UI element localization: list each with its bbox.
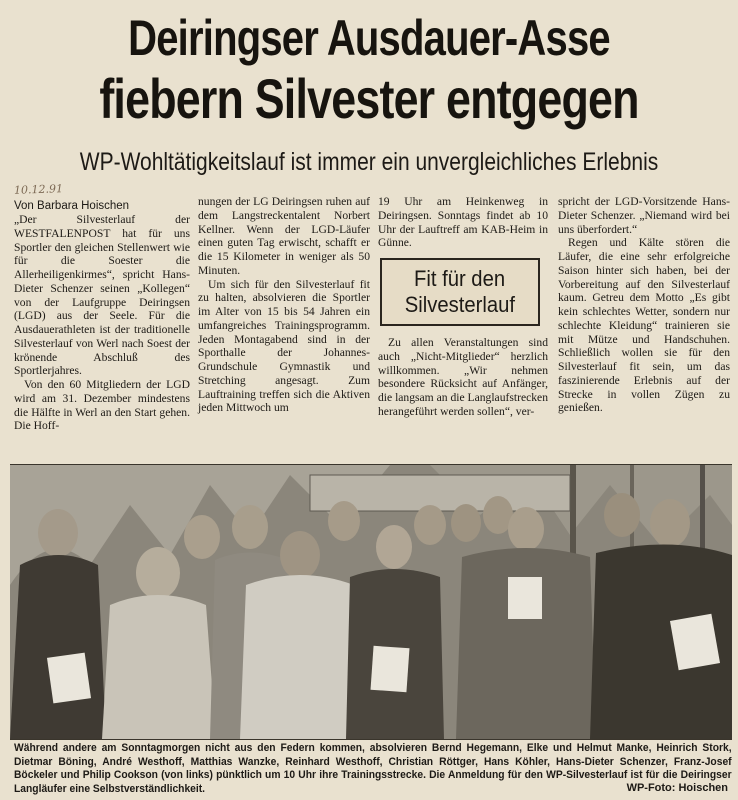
info-box-line-2: Silvesterlauf [404,292,516,317]
group-photo [10,464,732,740]
group-photo-illustration [10,465,732,739]
paragraph: Von den 60 Mitgliedern der LGD wird am 31. Dezember mindestens die Hälfte in Werl an den Start gehen. Die Hoff- [14,378,190,433]
article-column-2 [198,195,370,415]
paragraph: spricht der LGD-Vorsitzende Hans-Dieter Schenzer. „Niemand wird bei uns überfordert.“ [558,195,730,236]
headline-line-2: fiebern Silvester entgegen [99,67,639,130]
headline-line-1: Deiringser Ausdauer-Asse [128,10,610,66]
article-column-1 [14,213,190,433]
paragraph: 19 Uhr am Heinkenweg in Deiringsen. Sonntags findet ab 10 Uhr der Lauftreff am KAB-Heim in Günne. [378,195,548,250]
paragraph: nungen der LG Deiringsen ruhen auf dem Langstreckentalent Norbert Kellner. Wenn der LGD-Läufer einen guten Tag erwischt, schafft er die 15 Kilometer in weniger als 50 Minuten. [198,195,370,277]
handwritten-date: 10.12.91 [13,182,64,197]
info-box-line-1: Fit für den [414,266,506,291]
article-column-4 [558,195,730,415]
paragraph: „Der Silvesterlauf der WESTFALENPOST hat für uns Sportler den gleichen Stellenwert wie für die Soester die Allerheiligenkirmes“, spricht Hans-Dieter Schenzer seinen „Kollegen“ von der Laufgruppe Deiringsen (LGD) aus der Seele. Für die Ausdauerathleten ist der traditionelle Silvesterlauf von Werl nach Soest der krönende Abschluß des Sportlerjahres. [14,213,190,378]
subheadline: WP-Wohltätigkeitslauf ist immer ein unvergleichliches Erlebnis [79,148,659,176]
article-column-3 [378,195,548,419]
paragraph: Zu allen Veranstaltungen sind auch „Nicht-Mitglieder“ herzlich willkommen. „Wir nehmen besondere Rücksicht auf Anfänger, die langsam an die Langlaufstrecken herangeführt werden sollen“, ver- [378,336,548,418]
photo-caption: Während andere am Sonntagmorgen nicht aus den Federn kommen, absolvieren Bernd Hegemann, Elke und Helmut Manke, Heinrich Stork, Dietmar Böning, André Westhoff, Matthias Wanzke, Reinhard Westhoff, Christian Röttger, Hans Köhler, Hans-Dieter Schenzer, Franz-Josef Böckeler und Philip Cookson (von links) pünktlich um 10 Uhr ihre Trainingsstrecke. Die Anmeldung für den WP-Silvesterlauf ist für die Deiringser Langläufer eine Selbstverständlichkeit. [14,742,732,795]
paragraph: Regen und Kälte stören die Läufer, die eine sehr erfolgreiche Saison hinter sich haben, bei der Vorbereitung auf den Silvesterlauf kaum. Getreu dem Motto „Es gibt kein schlechtes Wetter, sondern nur schlechte Kleidung“ trainieren sie mit Mütze und Handschuhen. Schließlich wollen sie für den Silvesterlauf fit sein, um das faszinierende Erlebnis auf der Strecke in vollen Zügen zu genießen. [558,236,730,415]
paragraph: Um sich für den Silvesterlauf fit zu halten, absolvieren die Sportler im Alter von 15 bis 54 Jahren ein umfangreiches Trainingsprogramm. Jeden Montagabend sind in der Sporthalle der Johannes-Grundschule Gymnastik und Stretching angesagt. Zum Lauftraining treffen sich die Aktiven jeden Mittwoch um [198,277,370,415]
byline: Von Barbara Hoischen [14,200,130,212]
info-box [380,258,540,326]
photo-credit: WP-Foto: Hoischen [626,782,728,794]
